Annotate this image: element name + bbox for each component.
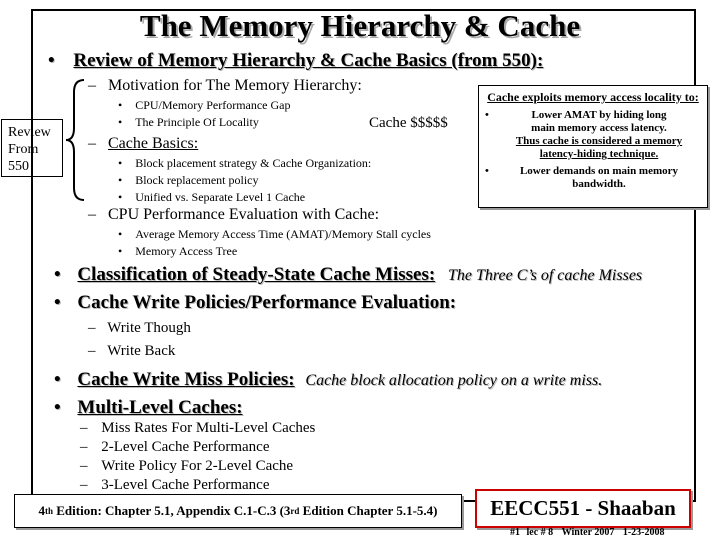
side-label-line: 550: [8, 159, 29, 174]
multilevel-item-2: [80, 439, 270, 456]
basics-sub-3: [118, 190, 305, 205]
cache-dollars-label: Cache $$$$$: [369, 115, 448, 131]
write-policies-label: Cache Write Policies/Performance Evaluation:: [77, 292, 457, 313]
side-label-line: From: [8, 142, 39, 157]
multilevel-label: Multi-Level Caches:: [77, 397, 243, 418]
multilevel-text: Miss Rates For Multi-Level Caches: [101, 420, 316, 436]
cpu-perf-label: CPU Performance Evaluation with Cache:: [108, 206, 380, 223]
callout-item-1: [485, 109, 701, 161]
locality-callout: [478, 85, 708, 208]
bullet: •: [485, 165, 489, 177]
callout-item-2: [485, 165, 701, 191]
motivation-sub-text: The Principle Of Locality: [135, 115, 259, 129]
write-policy-text: Write Back: [107, 343, 176, 359]
footer-sup: th: [45, 506, 54, 516]
review-label: Review of Memory Hierarchy & Cache Basics (from 550):: [73, 50, 544, 71]
callout-text: main memory access latency.: [531, 122, 667, 134]
bullet: •: [54, 292, 61, 313]
multilevel-item-4: [80, 477, 270, 494]
classification-heading: [54, 264, 642, 286]
cpu-perf-sub-2: [118, 244, 237, 259]
bullet: •: [48, 50, 55, 71]
write-policy-item-1: [88, 320, 191, 337]
footer-text: Edition Chapter 5.1-5.4): [299, 503, 438, 518]
dash: –: [88, 77, 96, 94]
dash: –: [88, 135, 96, 152]
side-label-line: Review: [8, 125, 51, 140]
callout-title: Cache exploits memory access locality to:: [487, 90, 699, 104]
review-heading: [48, 50, 543, 72]
bullet: •: [54, 369, 61, 390]
classification-note: The Three C’s of cache Misses: [447, 267, 643, 284]
dash: –: [88, 343, 96, 359]
cpu-perf-sub-text: Memory Access Tree: [135, 244, 238, 258]
basics-sub-text: Block placement strategy & Cache Organization:: [135, 156, 372, 170]
edition-reference-box: [14, 494, 462, 528]
term: Winter 2007: [561, 527, 615, 538]
cpu-perf-item: [88, 206, 379, 224]
bullet: •: [54, 264, 61, 285]
basics-item: [88, 135, 198, 153]
bullet: •: [118, 244, 123, 258]
bullet: •: [118, 156, 123, 170]
motivation-sub-1: [118, 98, 291, 113]
dash: –: [80, 439, 88, 455]
basics-sub-2: [118, 173, 259, 188]
multilevel-item-3: [80, 458, 293, 475]
basics-label: Cache Basics:: [108, 135, 199, 152]
footer-text: 4: [38, 503, 45, 518]
callout-text: Lower demands on main memory: [519, 165, 679, 177]
bullet: •: [485, 109, 489, 121]
bullet: •: [54, 397, 61, 418]
motivation-sub-text: CPU/Memory Performance Gap: [135, 98, 291, 112]
slide-title: The Memory Hierarchy & Cache: [139, 8, 581, 43]
multilevel-item-1: [80, 420, 315, 437]
basics-sub-text: Unified vs. Separate Level 1 Cache: [135, 190, 306, 204]
motivation-label: Motivation for The Memory Hierarchy:: [108, 77, 362, 94]
course-badge: EECC551 - Shaaban: [475, 489, 691, 528]
multilevel-text: Write Policy For 2-Level Cache: [101, 458, 294, 474]
write-policy-item-2: [88, 343, 175, 360]
dash: –: [80, 458, 88, 474]
basics-sub-1: [118, 156, 371, 171]
callout-text: Lower AMAT by hiding long: [531, 109, 667, 121]
dash: –: [88, 206, 96, 223]
callout-text: bandwidth.: [572, 178, 626, 190]
slide-number: #1: [510, 527, 520, 538]
dash: –: [80, 477, 88, 493]
write-policy-text: Write Though: [107, 320, 191, 336]
cpu-perf-sub-text: Average Memory Access Time (AMAT)/Memory Stall cycles: [135, 227, 431, 241]
cpu-perf-sub-1: [118, 227, 431, 242]
callout-text: Thus cache is considered a memory: [515, 135, 683, 147]
callout-text: latency-hiding technique.: [539, 148, 659, 160]
footer-sup: rd: [290, 506, 300, 516]
motivation-item: [88, 77, 362, 95]
bullet: •: [118, 190, 123, 204]
write-miss-label: Cache Write Miss Policies:: [77, 369, 295, 390]
classification-label: Classification of Steady-State Cache Misses:: [77, 264, 436, 285]
bullet: •: [118, 173, 123, 187]
dash: –: [80, 420, 88, 436]
write-policies-heading: [54, 292, 456, 314]
bullet: •: [118, 115, 123, 129]
motivation-sub-2: [118, 115, 259, 130]
footer-text: Edition: Chapter 5.1, Appendix C.1-C.3 (: [53, 503, 284, 518]
brace-icon: [62, 78, 88, 202]
review-from-550-box: [1, 119, 63, 177]
date: 1-23-2008: [622, 527, 665, 538]
multilevel-text: 3-Level Cache Performance: [101, 477, 270, 493]
dash: –: [88, 320, 96, 336]
basics-sub-text: Block replacement policy: [135, 173, 259, 187]
multilevel-text: 2-Level Cache Performance: [101, 439, 270, 455]
write-miss-note: Cache block allocation policy on a write miss.: [305, 372, 603, 389]
footer-text: 3: [283, 503, 291, 518]
write-miss-heading: [54, 369, 602, 391]
slide-info: [510, 527, 665, 538]
multilevel-heading: [54, 397, 243, 419]
lecture-number: lec # 8: [526, 527, 554, 538]
bullet: •: [118, 227, 123, 241]
bullet: •: [118, 98, 123, 112]
